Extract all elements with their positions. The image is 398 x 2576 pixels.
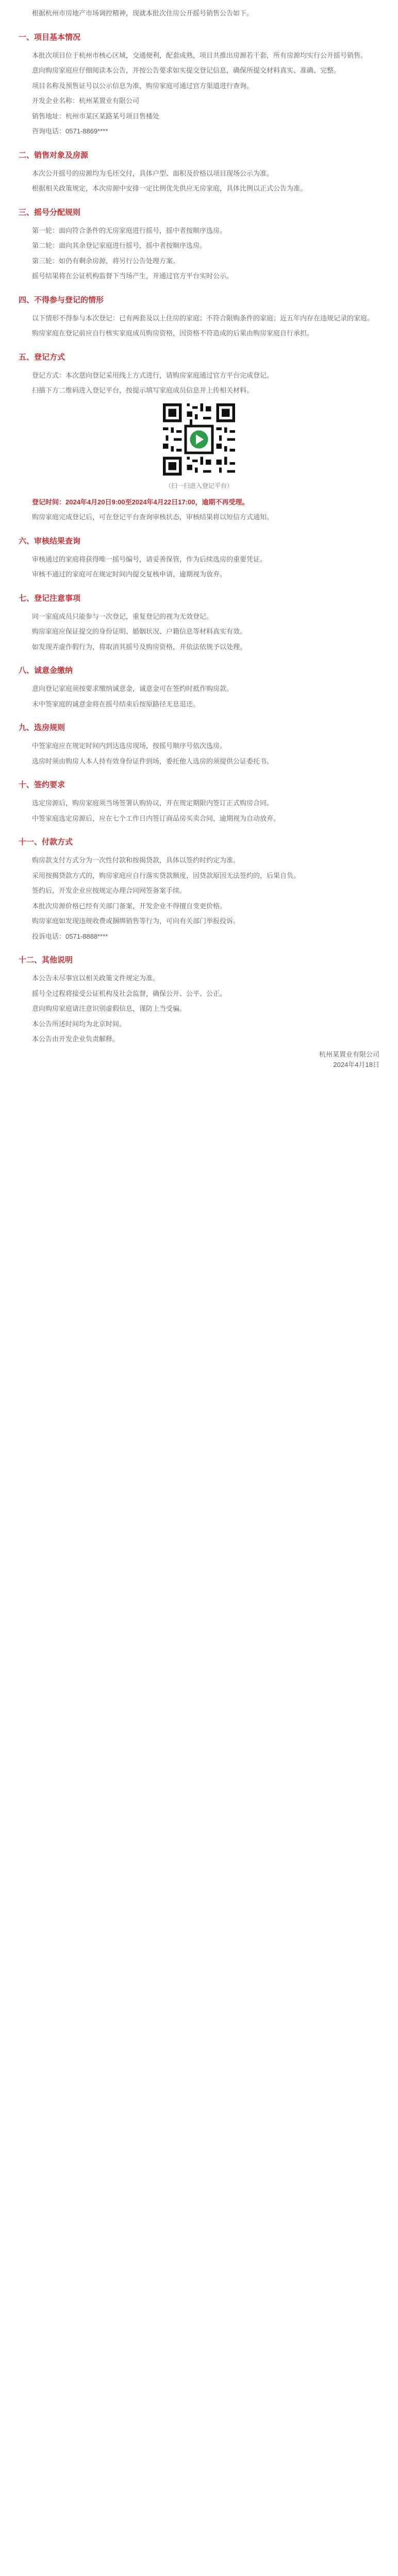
paragraph: 投诉电话：0571-8888**** <box>32 932 108 940</box>
paragraph: 开发企业名称：杭州某置业有限公司 <box>32 97 140 105</box>
section-heading: 十二、其他说明 <box>19 956 73 964</box>
paragraph: 未中签家庭的诚意金将在摇号结束后按原路径无息退还。 <box>32 700 200 708</box>
paragraph: 审核不通过的家庭可在规定时间内提交复核申请，逾期视为放弃。 <box>32 570 227 578</box>
paragraph: 摇号全过程将接受公证机构及社会监督，确保公开、公平、公正。 <box>32 989 227 997</box>
signature-date: 2024年4月18日 <box>333 1060 379 1069</box>
paragraph: 摇号结果将在公证机构监督下当场产生，并通过官方平台实时公示。 <box>32 272 234 280</box>
paragraph: 中签家庭应在规定时间内到达选房现场，按摇号顺序号依次选房。 <box>32 742 227 750</box>
section-heading: 五、登记方式 <box>19 352 65 362</box>
paragraph: 审核通过的家庭将获得唯一摇号编号，请妥善保管，作为后续选房的重要凭证。 <box>32 555 267 563</box>
paragraph: 登记方式：本次意向登记采用线上方式进行，请购房家庭通过官方平台完成登记。 <box>32 371 274 379</box>
intro-paragraph: 根据杭州市房地产市场调控精神，现就本批次住房公开摇号销售公告如下。 <box>32 9 254 17</box>
section-heading: 三、摇号分配规则 <box>19 208 81 217</box>
qr-code-icon[interactable] <box>160 401 238 478</box>
paragraph: 意向购房家庭请注意识别虚假信息，谨防上当受骗。 <box>32 1005 187 1012</box>
signature-company: 杭州某置业有限公司 <box>319 1050 379 1058</box>
section-heading: 七、登记注意事项 <box>19 594 81 603</box>
paragraph: 如发现弄虚作假行为，将取消其摇号及购房资格，并依法依规予以处理。 <box>32 642 247 651</box>
section-heading: 八、诚意金缴纳 <box>19 666 73 675</box>
paragraph: 本公告所述时间均为北京时间。 <box>32 1020 126 1028</box>
paragraph: 采用按揭贷款方式的，购房家庭应自行落实贷款额度，因贷款原因无法签约的，后果自负。 <box>32 871 301 879</box>
paragraph: 本批次项目位于杭州市核心区域，交通便利，配套成熟，项目共推出房源若干套，所有房源均实行公开摇号销售。 <box>32 51 368 59</box>
paragraph: 中签家庭选定房源后，应在七个工作日内签订商品房买卖合同，逾期视为自动放弃。 <box>32 814 280 822</box>
paragraph: 本次公开摇号的房源均为毛坯交付，具体户型、面积及价格以项目现场公示为准。 <box>32 169 274 177</box>
section-heading: 二、销售对象及房源 <box>19 150 89 160</box>
paragraph: 选房时须由购房人本人持有效身份证件到场，委托他人选房的须提供公证委托书。 <box>32 757 274 765</box>
section-heading: 十一、付款方式 <box>19 838 73 846</box>
section-heading: 十、签约要求 <box>19 781 65 789</box>
paragraph: 第二轮：面向其余登记家庭进行摇号，摇中者按顺序选房。 <box>32 242 207 249</box>
section-heading: 四、不得参与登记的情形 <box>19 295 104 304</box>
paragraph: 签约后，开发企业应按规定办理合同网签备案手续。 <box>32 887 187 894</box>
paragraph: 扫描下方二维码进入登记平台，按提示填写家庭成员信息并上传相关材料。 <box>32 386 254 394</box>
paragraph: 以下情形不得参与本次登记：已有两套及以上住房的家庭；不符合限购条件的家庭；近五年内存在违规记录的家庭。 <box>32 314 374 322</box>
paragraph: 购房家庭如发现违规收费或捆绑销售等行为，可向有关部门举报投诉。 <box>32 917 240 925</box>
paragraph: 第三轮：如仍有剩余房源，将另行公告处理方案。 <box>32 257 180 265</box>
paragraph: 项目名称及预售证号以公示信息为准，购房家庭可通过官方渠道进行查询。 <box>32 81 254 90</box>
paragraph: 本公告未尽事宜以相关政策文件规定为准。 <box>32 974 160 982</box>
paragraph: 选定房源后，购房家庭须当场签署认购协议，并在规定期限内签订正式购房合同。 <box>32 799 274 807</box>
paragraph: 购房款支付方式分为一次性付款和按揭贷款，具体以签约时约定为准。 <box>32 856 240 864</box>
paragraph: 本公告由开发企业负责解释。 <box>32 1035 120 1043</box>
paragraph: 第一轮：面向符合条件的无房家庭进行摇号，摇中者按顺序选房。 <box>32 226 227 234</box>
paragraph: 登记时间：2024年4月20日9:00至2024年4月22日17:00，逾期不再受理。 <box>32 498 249 506</box>
paragraph: 意向购房家庭应仔细阅读本公告，并按公告要求如实提交登记信息，确保所提交材料真实、准确、完整。 <box>32 66 341 74</box>
paragraph: 销售地址：杭州市某区某路某号项目售楼处 <box>32 112 160 120</box>
section-heading: 一、项目基本情况 <box>19 32 81 42</box>
paragraph: 本批次房源价格已经有关部门备案，开发企业不得擅自变更价格。 <box>32 902 227 910</box>
qr-block <box>155 401 243 490</box>
paragraph: 购房家庭完成登记后，可在登记平台查询审核状态，审核结果将以短信方式通知。 <box>32 513 274 521</box>
paragraph: 购房家庭应保证提交的身份证明、婚姻状况、户籍信息等材料真实有效。 <box>32 628 247 635</box>
paragraph: 购房家庭在登记前应自行核实家庭成员购房资格，因资格不符造成的后果由购房家庭自行承担。 <box>32 329 314 337</box>
paragraph: 根据相关政策规定，本次房源中安排一定比例优先供应无房家庭，具体比例以正式公告为准。 <box>32 184 307 192</box>
announcement-document <box>19 8 379 1070</box>
qr-caption: （扫一扫进入登记平台） <box>164 482 233 489</box>
section-heading: 九、选房规则 <box>19 723 65 732</box>
paragraph: 咨询电话：0571-8869**** <box>32 127 108 135</box>
section-heading: 六、审核结果查询 <box>19 536 81 546</box>
paragraph: 意向登记家庭须按要求缴纳诚意金，诚意金可在签约时抵作购房款。 <box>32 685 234 692</box>
paragraph: 同一家庭成员只能参与一次登记，重复登记的视为无效登记。 <box>32 612 213 620</box>
